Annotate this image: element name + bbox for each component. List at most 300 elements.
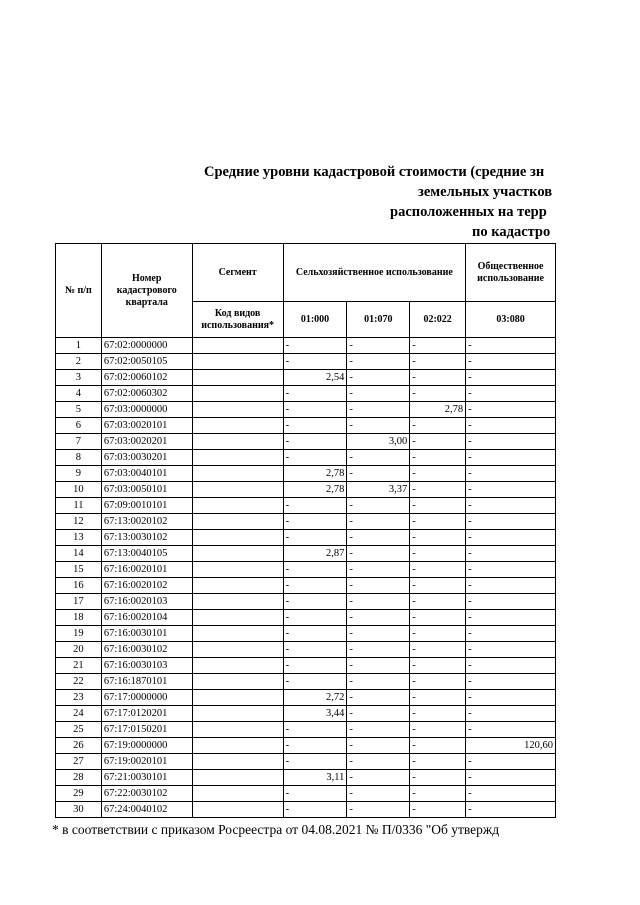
table-row bbox=[56, 466, 556, 482]
value-cell: 2,78 bbox=[410, 402, 466, 418]
row-number: 25 bbox=[56, 722, 102, 738]
cadastral-quarter: 67:17:0120201 bbox=[101, 706, 192, 722]
empty-dash: - bbox=[349, 372, 353, 383]
empty-dash: - bbox=[412, 356, 416, 367]
empty-dash: - bbox=[349, 356, 353, 367]
title-line-2: земельных участков bbox=[418, 184, 553, 200]
empty-dash: - bbox=[285, 756, 290, 767]
row-number: 19 bbox=[56, 626, 102, 642]
table-row bbox=[56, 658, 556, 674]
empty-dash: - bbox=[285, 532, 290, 543]
value-cell bbox=[410, 498, 466, 514]
value-cell bbox=[283, 754, 347, 770]
value-cell: 2,78 bbox=[283, 466, 347, 482]
value-cell bbox=[410, 562, 466, 578]
empty-dash: - bbox=[349, 468, 353, 479]
empty-dash: - bbox=[285, 436, 290, 447]
cadastral-quarter: 67:21:0030101 bbox=[101, 770, 192, 786]
segment-cell bbox=[192, 530, 283, 546]
value-cell bbox=[410, 802, 466, 818]
empty-dash: - bbox=[468, 468, 472, 479]
row-number: 3 bbox=[56, 370, 102, 386]
row-number: 6 bbox=[56, 418, 102, 434]
header-segment: Сегмент bbox=[192, 244, 283, 302]
value-cell bbox=[283, 402, 347, 418]
value-cell bbox=[283, 610, 347, 626]
value-cell bbox=[347, 546, 410, 562]
empty-dash: - bbox=[468, 772, 472, 783]
row-number: 27 bbox=[56, 754, 102, 770]
value-cell: 2,72 bbox=[283, 690, 347, 706]
segment-cell bbox=[192, 402, 283, 418]
value-cell bbox=[410, 642, 466, 658]
cadastral-quarter: 67:16:0020101 bbox=[101, 562, 192, 578]
empty-dash: - bbox=[468, 484, 472, 495]
cadastral-quarter: 67:16:0020104 bbox=[101, 610, 192, 626]
cadastral-quarter: 67:03:0020201 bbox=[101, 434, 192, 450]
empty-dash: - bbox=[412, 676, 416, 687]
cadastral-quarter: 67:02:0000000 bbox=[101, 338, 192, 354]
table-row bbox=[56, 754, 556, 770]
empty-dash: - bbox=[468, 500, 472, 511]
empty-dash: - bbox=[349, 692, 353, 703]
value-cell bbox=[410, 674, 466, 690]
value-cell bbox=[410, 418, 466, 434]
empty-dash: - bbox=[349, 740, 353, 751]
value-cell bbox=[410, 690, 466, 706]
value-cell bbox=[410, 546, 466, 562]
value-cell bbox=[283, 514, 347, 530]
empty-dash: - bbox=[349, 708, 353, 719]
value-cell bbox=[466, 754, 556, 770]
table-row bbox=[56, 786, 556, 802]
value-cell bbox=[466, 466, 556, 482]
empty-dash: - bbox=[412, 500, 416, 511]
cadastral-quarter: 67:03:0020101 bbox=[101, 418, 192, 434]
row-number: 16 bbox=[56, 578, 102, 594]
empty-dash: - bbox=[285, 788, 290, 799]
cadastral-table bbox=[55, 243, 556, 818]
cadastral-quarter: 67:13:0020102 bbox=[101, 514, 192, 530]
row-number: 7 bbox=[56, 434, 102, 450]
table-row bbox=[56, 530, 556, 546]
value-cell bbox=[466, 562, 556, 578]
value-cell bbox=[466, 402, 556, 418]
value-cell bbox=[466, 338, 556, 354]
empty-dash: - bbox=[412, 788, 416, 799]
value-cell bbox=[283, 338, 347, 354]
empty-dash: - bbox=[285, 628, 290, 639]
value-cell bbox=[347, 530, 410, 546]
value-cell bbox=[410, 370, 466, 386]
table-row bbox=[56, 642, 556, 658]
value-cell bbox=[410, 658, 466, 674]
row-number: 21 bbox=[56, 658, 102, 674]
empty-dash: - bbox=[412, 708, 416, 719]
value-cell bbox=[283, 562, 347, 578]
cadastral-quarter: 67:19:0020101 bbox=[101, 754, 192, 770]
row-number: 29 bbox=[56, 786, 102, 802]
empty-dash: - bbox=[468, 564, 472, 575]
table-row bbox=[56, 802, 556, 818]
cadastral-quarter: 67:03:0000000 bbox=[101, 402, 192, 418]
cadastral-quarter: 67:16:0030102 bbox=[101, 642, 192, 658]
header-num: № п/п bbox=[56, 244, 102, 338]
table-row bbox=[56, 674, 556, 690]
empty-dash: - bbox=[412, 660, 416, 671]
value-cell: 3,44 bbox=[283, 706, 347, 722]
empty-dash: - bbox=[468, 612, 472, 623]
segment-cell bbox=[192, 658, 283, 674]
value-cell: 3,37 bbox=[347, 482, 410, 498]
cadastral-quarter: 67:16:0020102 bbox=[101, 578, 192, 594]
value-cell bbox=[410, 386, 466, 402]
value-cell bbox=[283, 498, 347, 514]
empty-dash: - bbox=[468, 660, 472, 671]
value-cell bbox=[283, 722, 347, 738]
segment-cell bbox=[192, 498, 283, 514]
table-row bbox=[56, 770, 556, 786]
table-row bbox=[56, 418, 556, 434]
segment-cell bbox=[192, 770, 283, 786]
empty-dash: - bbox=[412, 756, 416, 767]
row-number: 8 bbox=[56, 450, 102, 466]
cadastral-quarter: 67:13:0040105 bbox=[101, 546, 192, 562]
table-row bbox=[56, 722, 556, 738]
table-row bbox=[56, 690, 556, 706]
value-cell bbox=[410, 706, 466, 722]
value-cell bbox=[466, 370, 556, 386]
empty-dash: - bbox=[285, 516, 290, 527]
header-code-4: 03:080 bbox=[466, 302, 556, 338]
value-cell bbox=[466, 546, 556, 562]
value-cell bbox=[466, 802, 556, 818]
cadastral-quarter: 67:16:1870101 bbox=[101, 674, 192, 690]
value-cell bbox=[410, 626, 466, 642]
empty-dash: - bbox=[349, 804, 353, 815]
cadastral-quarter: 67:03:0030201 bbox=[101, 450, 192, 466]
value-cell bbox=[283, 418, 347, 434]
value-cell: 2,54 bbox=[283, 370, 347, 386]
value-cell bbox=[347, 578, 410, 594]
empty-dash: - bbox=[285, 500, 290, 511]
value-cell bbox=[347, 450, 410, 466]
value-cell bbox=[466, 514, 556, 530]
value-cell bbox=[347, 754, 410, 770]
value-cell bbox=[347, 722, 410, 738]
empty-dash: - bbox=[468, 436, 472, 447]
segment-cell bbox=[192, 786, 283, 802]
empty-dash: - bbox=[285, 740, 290, 751]
empty-dash: - bbox=[412, 484, 416, 495]
empty-dash: - bbox=[349, 724, 353, 735]
value-cell bbox=[283, 658, 347, 674]
empty-dash: - bbox=[468, 628, 472, 639]
cadastral-quarter: 67:19:0000000 bbox=[101, 738, 192, 754]
segment-cell bbox=[192, 626, 283, 642]
value-cell bbox=[347, 562, 410, 578]
empty-dash: - bbox=[412, 372, 416, 383]
empty-dash: - bbox=[349, 596, 353, 607]
value-cell: 3,00 bbox=[347, 434, 410, 450]
cadastral-quarter: 67:03:0040101 bbox=[101, 466, 192, 482]
empty-dash: - bbox=[349, 420, 353, 431]
value-cell bbox=[283, 386, 347, 402]
value-cell bbox=[410, 754, 466, 770]
segment-cell bbox=[192, 466, 283, 482]
empty-dash: - bbox=[285, 644, 290, 655]
empty-dash: - bbox=[285, 340, 290, 351]
segment-cell bbox=[192, 690, 283, 706]
row-number: 9 bbox=[56, 466, 102, 482]
empty-dash: - bbox=[349, 532, 353, 543]
header-agri: Сельхозяйственное использование bbox=[283, 244, 465, 302]
empty-dash: - bbox=[468, 596, 472, 607]
empty-dash: - bbox=[412, 452, 416, 463]
row-number: 23 bbox=[56, 690, 102, 706]
empty-dash: - bbox=[468, 644, 472, 655]
value-cell bbox=[347, 690, 410, 706]
value-cell bbox=[347, 514, 410, 530]
empty-dash: - bbox=[412, 628, 416, 639]
value-cell bbox=[410, 434, 466, 450]
segment-cell bbox=[192, 418, 283, 434]
table-row bbox=[56, 706, 556, 722]
segment-cell bbox=[192, 482, 283, 498]
value-cell bbox=[466, 770, 556, 786]
table-row bbox=[56, 386, 556, 402]
row-number: 5 bbox=[56, 402, 102, 418]
footnote: * в соответствии с приказом Росреестра от 04.08.2021 № П/0336 "Об утвержд bbox=[52, 822, 500, 837]
segment-cell bbox=[192, 802, 283, 818]
value-cell bbox=[347, 674, 410, 690]
row-number: 1 bbox=[56, 338, 102, 354]
value-cell bbox=[283, 434, 347, 450]
value-cell bbox=[410, 338, 466, 354]
value-cell bbox=[347, 738, 410, 754]
row-number: 18 bbox=[56, 610, 102, 626]
row-number: 12 bbox=[56, 514, 102, 530]
row-number: 24 bbox=[56, 706, 102, 722]
value-cell bbox=[466, 434, 556, 450]
empty-dash: - bbox=[349, 452, 353, 463]
title-line-4: по кадастро bbox=[472, 224, 551, 240]
segment-cell bbox=[192, 354, 283, 370]
value-cell bbox=[410, 530, 466, 546]
value-cell bbox=[466, 498, 556, 514]
header-code-3: 02:022 bbox=[410, 302, 466, 338]
table-row bbox=[56, 594, 556, 610]
segment-cell bbox=[192, 370, 283, 386]
cadastral-quarter: 67:17:0000000 bbox=[101, 690, 192, 706]
value-cell bbox=[347, 418, 410, 434]
empty-dash: - bbox=[349, 404, 353, 415]
value-cell bbox=[283, 626, 347, 642]
empty-dash: - bbox=[468, 756, 472, 767]
value-cell bbox=[410, 578, 466, 594]
empty-dash: - bbox=[468, 548, 472, 559]
empty-dash: - bbox=[285, 580, 290, 591]
value-cell bbox=[466, 482, 556, 498]
value-cell bbox=[283, 450, 347, 466]
empty-dash: - bbox=[468, 356, 472, 367]
value-cell bbox=[410, 738, 466, 754]
segment-cell bbox=[192, 738, 283, 754]
value-cell bbox=[347, 338, 410, 354]
table-row bbox=[56, 562, 556, 578]
empty-dash: - bbox=[412, 388, 416, 399]
value-cell bbox=[466, 642, 556, 658]
row-number: 22 bbox=[56, 674, 102, 690]
header-code: Код видов использования* bbox=[192, 302, 283, 338]
table-row bbox=[56, 546, 556, 562]
value-cell bbox=[466, 786, 556, 802]
value-cell bbox=[466, 722, 556, 738]
cadastral-quarter: 67:17:0150201 bbox=[101, 722, 192, 738]
value-cell bbox=[466, 674, 556, 690]
value-cell bbox=[347, 466, 410, 482]
empty-dash: - bbox=[468, 580, 472, 591]
empty-dash: - bbox=[285, 612, 290, 623]
value-cell bbox=[347, 706, 410, 722]
empty-dash: - bbox=[285, 564, 290, 575]
value-cell bbox=[283, 530, 347, 546]
row-number: 17 bbox=[56, 594, 102, 610]
segment-cell bbox=[192, 610, 283, 626]
empty-dash: - bbox=[285, 804, 290, 815]
value-cell bbox=[347, 354, 410, 370]
empty-dash: - bbox=[349, 788, 353, 799]
table-row bbox=[56, 738, 556, 754]
row-number: 2 bbox=[56, 354, 102, 370]
value-cell bbox=[347, 642, 410, 658]
empty-dash: - bbox=[285, 660, 290, 671]
segment-cell bbox=[192, 434, 283, 450]
segment-cell bbox=[192, 594, 283, 610]
empty-dash: - bbox=[412, 580, 416, 591]
empty-dash: - bbox=[468, 532, 472, 543]
value-cell bbox=[283, 578, 347, 594]
value-cell bbox=[347, 370, 410, 386]
row-number: 13 bbox=[56, 530, 102, 546]
table-row bbox=[56, 402, 556, 418]
empty-dash: - bbox=[412, 644, 416, 655]
segment-cell bbox=[192, 706, 283, 722]
empty-dash: - bbox=[412, 772, 416, 783]
empty-dash: - bbox=[468, 340, 472, 351]
row-number: 4 bbox=[56, 386, 102, 402]
empty-dash: - bbox=[349, 580, 353, 591]
empty-dash: - bbox=[468, 388, 472, 399]
empty-dash: - bbox=[349, 660, 353, 671]
value-cell: 2,87 bbox=[283, 546, 347, 562]
value-cell bbox=[466, 690, 556, 706]
title-line-3: расположенных на терр bbox=[390, 204, 547, 220]
value-cell bbox=[347, 658, 410, 674]
table-row bbox=[56, 626, 556, 642]
empty-dash: - bbox=[412, 420, 416, 431]
value-cell bbox=[466, 706, 556, 722]
segment-cell bbox=[192, 674, 283, 690]
table-row bbox=[56, 434, 556, 450]
empty-dash: - bbox=[412, 724, 416, 735]
value-cell bbox=[347, 594, 410, 610]
value-cell bbox=[283, 802, 347, 818]
row-number: 26 bbox=[56, 738, 102, 754]
empty-dash: - bbox=[349, 516, 353, 527]
table-row bbox=[56, 370, 556, 386]
value-cell bbox=[410, 786, 466, 802]
value-cell bbox=[410, 610, 466, 626]
empty-dash: - bbox=[412, 516, 416, 527]
empty-dash: - bbox=[285, 724, 290, 735]
value-cell bbox=[347, 786, 410, 802]
value-cell bbox=[347, 610, 410, 626]
value-cell bbox=[410, 482, 466, 498]
segment-cell bbox=[192, 578, 283, 594]
segment-cell bbox=[192, 562, 283, 578]
value-cell bbox=[466, 578, 556, 594]
row-number: 11 bbox=[56, 498, 102, 514]
value-cell bbox=[466, 610, 556, 626]
value-cell bbox=[347, 802, 410, 818]
value-cell bbox=[347, 386, 410, 402]
empty-dash: - bbox=[285, 420, 290, 431]
value-cell bbox=[283, 594, 347, 610]
value-cell bbox=[283, 354, 347, 370]
cadastral-quarter: 67:16:0030101 bbox=[101, 626, 192, 642]
title-line-1: Средние уровни кадастровой стоимости (средние зн bbox=[204, 164, 545, 180]
empty-dash: - bbox=[349, 628, 353, 639]
segment-cell bbox=[192, 546, 283, 562]
value-cell bbox=[347, 626, 410, 642]
table-row bbox=[56, 354, 556, 370]
row-number: 20 bbox=[56, 642, 102, 658]
row-number: 28 bbox=[56, 770, 102, 786]
cadastral-quarter: 67:16:0020103 bbox=[101, 594, 192, 610]
value-cell bbox=[466, 626, 556, 642]
empty-dash: - bbox=[468, 788, 472, 799]
table-row bbox=[56, 578, 556, 594]
empty-dash: - bbox=[412, 340, 416, 351]
value-cell bbox=[283, 786, 347, 802]
header-code-2: 01:070 bbox=[347, 302, 410, 338]
value-cell bbox=[283, 674, 347, 690]
header-code-1: 01:000 bbox=[283, 302, 347, 338]
empty-dash: - bbox=[349, 676, 353, 687]
empty-dash: - bbox=[412, 692, 416, 703]
segment-cell bbox=[192, 338, 283, 354]
value-cell bbox=[466, 658, 556, 674]
table-row bbox=[56, 482, 556, 498]
table-row bbox=[56, 514, 556, 530]
value-cell bbox=[410, 514, 466, 530]
empty-dash: - bbox=[349, 612, 353, 623]
value-cell: 120,60 bbox=[466, 738, 556, 754]
segment-cell bbox=[192, 722, 283, 738]
cadastral-quarter: 67:02:0060102 bbox=[101, 370, 192, 386]
empty-dash: - bbox=[412, 548, 416, 559]
segment-cell bbox=[192, 450, 283, 466]
empty-dash: - bbox=[349, 548, 353, 559]
empty-dash: - bbox=[468, 420, 472, 431]
empty-dash: - bbox=[349, 772, 353, 783]
empty-dash: - bbox=[468, 724, 472, 735]
empty-dash: - bbox=[349, 388, 353, 399]
empty-dash: - bbox=[285, 404, 290, 415]
value-cell bbox=[410, 354, 466, 370]
cadastral-quarter: 67:02:0050105 bbox=[101, 354, 192, 370]
